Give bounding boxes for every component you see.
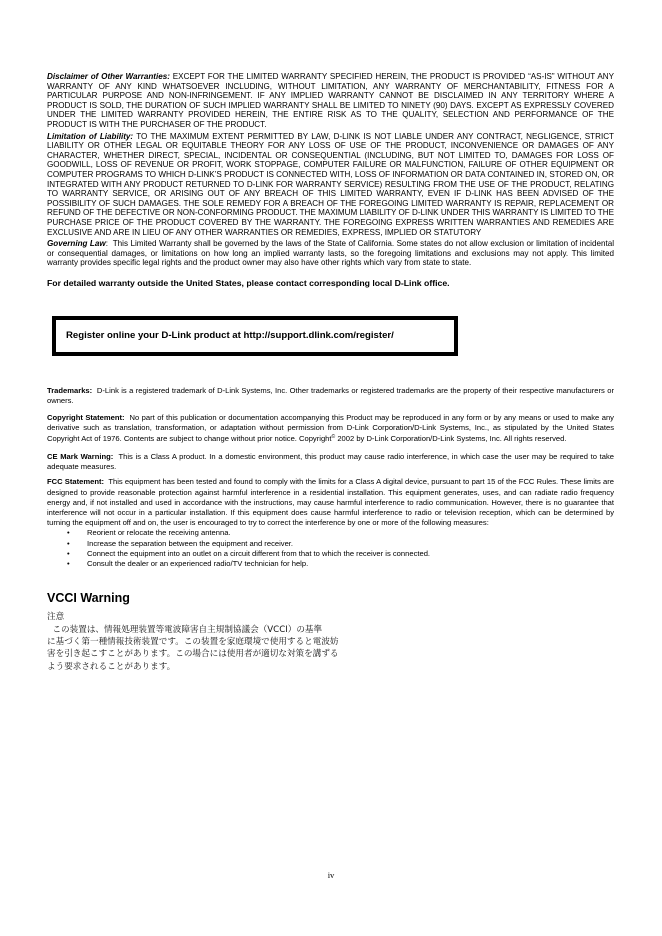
fcc-heading: FCC Statement: [47, 477, 105, 487]
bullet-icon: • [67, 528, 70, 538]
fcc-text: This equipment has been tested and found to comply with the limits for a Class A digital device, pursuant to part 15 of the FCC Rules. These limits are designed to provide reasonable protection against harmful interference in a residential installation. This equipment generates, uses, and can radiate radio frequency energy and, if not installed and used in accordance with the instructions, may cause harmful interference to radio communication. However, there is no guarantee that interference will not occur in a particular installation. If this equipment does cause harmful interference to radio or television reception, which can be determined by turning the equipment off and on, the user is encouraged to try to correct the interference by one or more of the following measures: [47, 477, 614, 528]
vcci-japanese-text [47, 611, 614, 673]
page-content [47, 72, 614, 673]
vcci-line: 注意 [47, 612, 65, 623]
ce-mark-paragraph [47, 452, 614, 472]
disclaimer-text: EXCEPT FOR THE LIMITED WARRANTY SPECIFIED HEREIN, THE PRODUCT IS PROVIDED “AS-IS” WITHOUT ANY WARRANTY OF ANY KIND WHATSOEVER INCLUDING, WITHOUT LIMITATION, ANY WARRANTY OF MERCHANTABILITY, FITNESS FOR A PARTICULAR PURPOSE AND NON-INFRINGEMENT. IF ANY IMPLIED WARRANTY CANNOT BE DISCLAIMED IN ANY TERRITORY WHERE A PRODUCT IS SOLD, THE DURATION OF SUCH IMPLIED WARRANTY SHALL BE LIMITED TO NINETY (90) DAYS. EXCEPT AS EXPRESSLY COVERED UNDER THE LIMITED WARRANTY PROVIDED HEREIN, THE ENTIRE RISK AS TO THE QUALITY, SELECTION AND PERFORMANCE OF THE PRODUCT IS WITH THE PURCHASER OF THE PRODUCT. [47, 72, 615, 129]
vcci-line: よう要求されることがあります。 [47, 661, 176, 672]
vcci-line: に基づく第一種情報技術装置です。この装置を家庭環境で使用すると電波妨 [47, 636, 339, 647]
governing-law-text: This Limited Warranty shall be governed by the laws of the State of California. Some states do not allow exclusion or limitation of incidental or consequential damages, or limitations on how long an implied warranty lasts, so the foregoing limitations and exclusions may not apply. This limited warranty provides specific legal rights and the product owner may also have other rights which vary from state to state. [47, 239, 614, 268]
measure-text: Reorient or relocate the receiving antenna. [87, 528, 231, 538]
trademarks-text: D-Link is a registered trademark of D-Link Systems, Inc. Other trademarks or registered trademarks are the property of their respective manufacturers or owners. [47, 385, 614, 406]
list-item [47, 539, 614, 549]
fcc-measures-list [47, 528, 614, 569]
ce-mark-text: This is a Class A product. In a domestic environment, this product may cause radio interference, in which case the user may be required to take adequate measures. [47, 451, 614, 472]
governing-law-colon: : [105, 239, 108, 249]
list-item [47, 528, 614, 538]
liability-paragraph [47, 132, 614, 238]
measure-text: Increase the separation between the equipment and receiver. [87, 538, 294, 548]
register-box [52, 316, 458, 356]
ce-mark-heading: CE Mark Warning: [47, 451, 114, 461]
register-text: Register online your D-Link product at http://support.dlink.com/register/ [66, 330, 394, 342]
bullet-icon: • [67, 538, 70, 548]
vcci-line: 害を引き起こすことがあります。この場合には使用者が適切な対策を講ずる [47, 649, 339, 660]
copyright-tail: 2002 by D-Link Corporation/D-Link Systems, Inc. All rights reserved. [335, 433, 567, 443]
bullet-icon: • [67, 558, 70, 568]
disclaimer-paragraph [47, 72, 614, 130]
liability-heading: Limitation of Liability: [47, 131, 134, 141]
copyright-paragraph [47, 413, 614, 444]
copyright-text: No part of this publication or documentation accompanying this Product may be reproduced in any form or by any means or used to make any derivative such as translation, transformation, or adaptation without permission from D-Link Corporation/D-Link Systems, Inc., as stipulated by the United States Copyright Act of 1976. Contents are subject to change without prior notice. Copyright [47, 413, 614, 443]
bullet-icon: • [67, 548, 70, 558]
governing-law-heading: Governing Law [47, 239, 106, 249]
page-number: iv [327, 870, 335, 880]
trademarks-paragraph [47, 386, 614, 406]
copyright-symbol: © [331, 433, 336, 440]
fcc-paragraph [47, 477, 614, 528]
copyright-heading: Copyright Statement: [47, 413, 125, 423]
outside-us-notice: For detailed warranty outside the United States, please contact corresponding local D-Link office. [47, 277, 450, 288]
governing-law-paragraph [47, 239, 614, 268]
measure-text: Consult the dealer or an experienced radio/TV technician for help. [87, 558, 309, 568]
list-item [47, 559, 614, 569]
measure-text: Connect the equipment into an outlet on a circuit different from that to which the receiver is connected. [87, 548, 431, 558]
trademarks-heading: Trademarks: [47, 385, 93, 395]
liability-text: TO THE MAXIMUM EXTENT PERMITTED BY LAW, D-LINK IS NOT LIABLE UNDER ANY CONTRACT, NEGLIGENCE, STRICT LIABILITY OR OTHER LEGAL OR EQUITABLE THEORY FOR ANY LOSS OF USE OF THE PRODUCT, INCONVENIENCE OR DAMAGES OF ANY CHARACTER, WHETHER DIRECT, SPECIAL, INCIDENTAL OR CONSEQUENTIAL (INCLUDING, BUT NOT LIMITED TO, DAMAGES FOR LOSS OF GOODWILL, LOSS OF REVENUE OR PROFIT, WORK STOPPAGE, COMPUTER FAILURE OR MALFUNCTION, FAILURE OF OTHER EQUIPMENT OR COMPUTER PROGRAMS TO WHICH D-LINK’S PRODUCT IS CONNECTED WITH, LOSS OF INFORMATION OR DATA CONTAINED IN, STORED ON, OR INTEGRATED WITH ANY PRODUCT RETURNED TO D-LINK FOR WARRANTY SERVICE) RESULTING FROM THE USE OF THE PRODUCT, RELATING TO WARRANTY SERVICE, OR ARISING OUT OF ANY BREACH OF THIS LIMITED WARRANTY, EVEN IF D-LINK HAS BEEN ADVISED OF THE POSSIBILITY OF SUCH DAMAGES. THE SOLE REMEDY FOR A BREACH OF THE FOREGOING LIMITED WARRANTY IS REPAIR, REPLACEMENT OR REFUND OF THE DEFECTIVE OR NON-CONFORMING PRODUCT. THE MAXIMUM LIABILITY OF D-LINK UNDER THIS WARRANTY IS LIMITED TO THE PURCHASE PRICE OF THE PRODUCT COVERED BY THE WARRANTY. THE FOREGOING EXPRESS WRITTEN WARRANTIES AND REMEDIES ARE EXCLUSIVE AND ARE IN LIEU OF ANY OTHER WARRANTIES OR REMEDIES, EXPRESS, IMPLIED OR STATUTORY [47, 131, 614, 237]
vcci-line: この装置は、情報処理装置等電波障害自主規制協議会（VCCI）の基準 [47, 624, 323, 635]
list-item [47, 549, 614, 559]
disclaimer-heading: Disclaimer of Other Warranties: [47, 72, 170, 81]
vcci-title: VCCI Warning [47, 591, 130, 606]
